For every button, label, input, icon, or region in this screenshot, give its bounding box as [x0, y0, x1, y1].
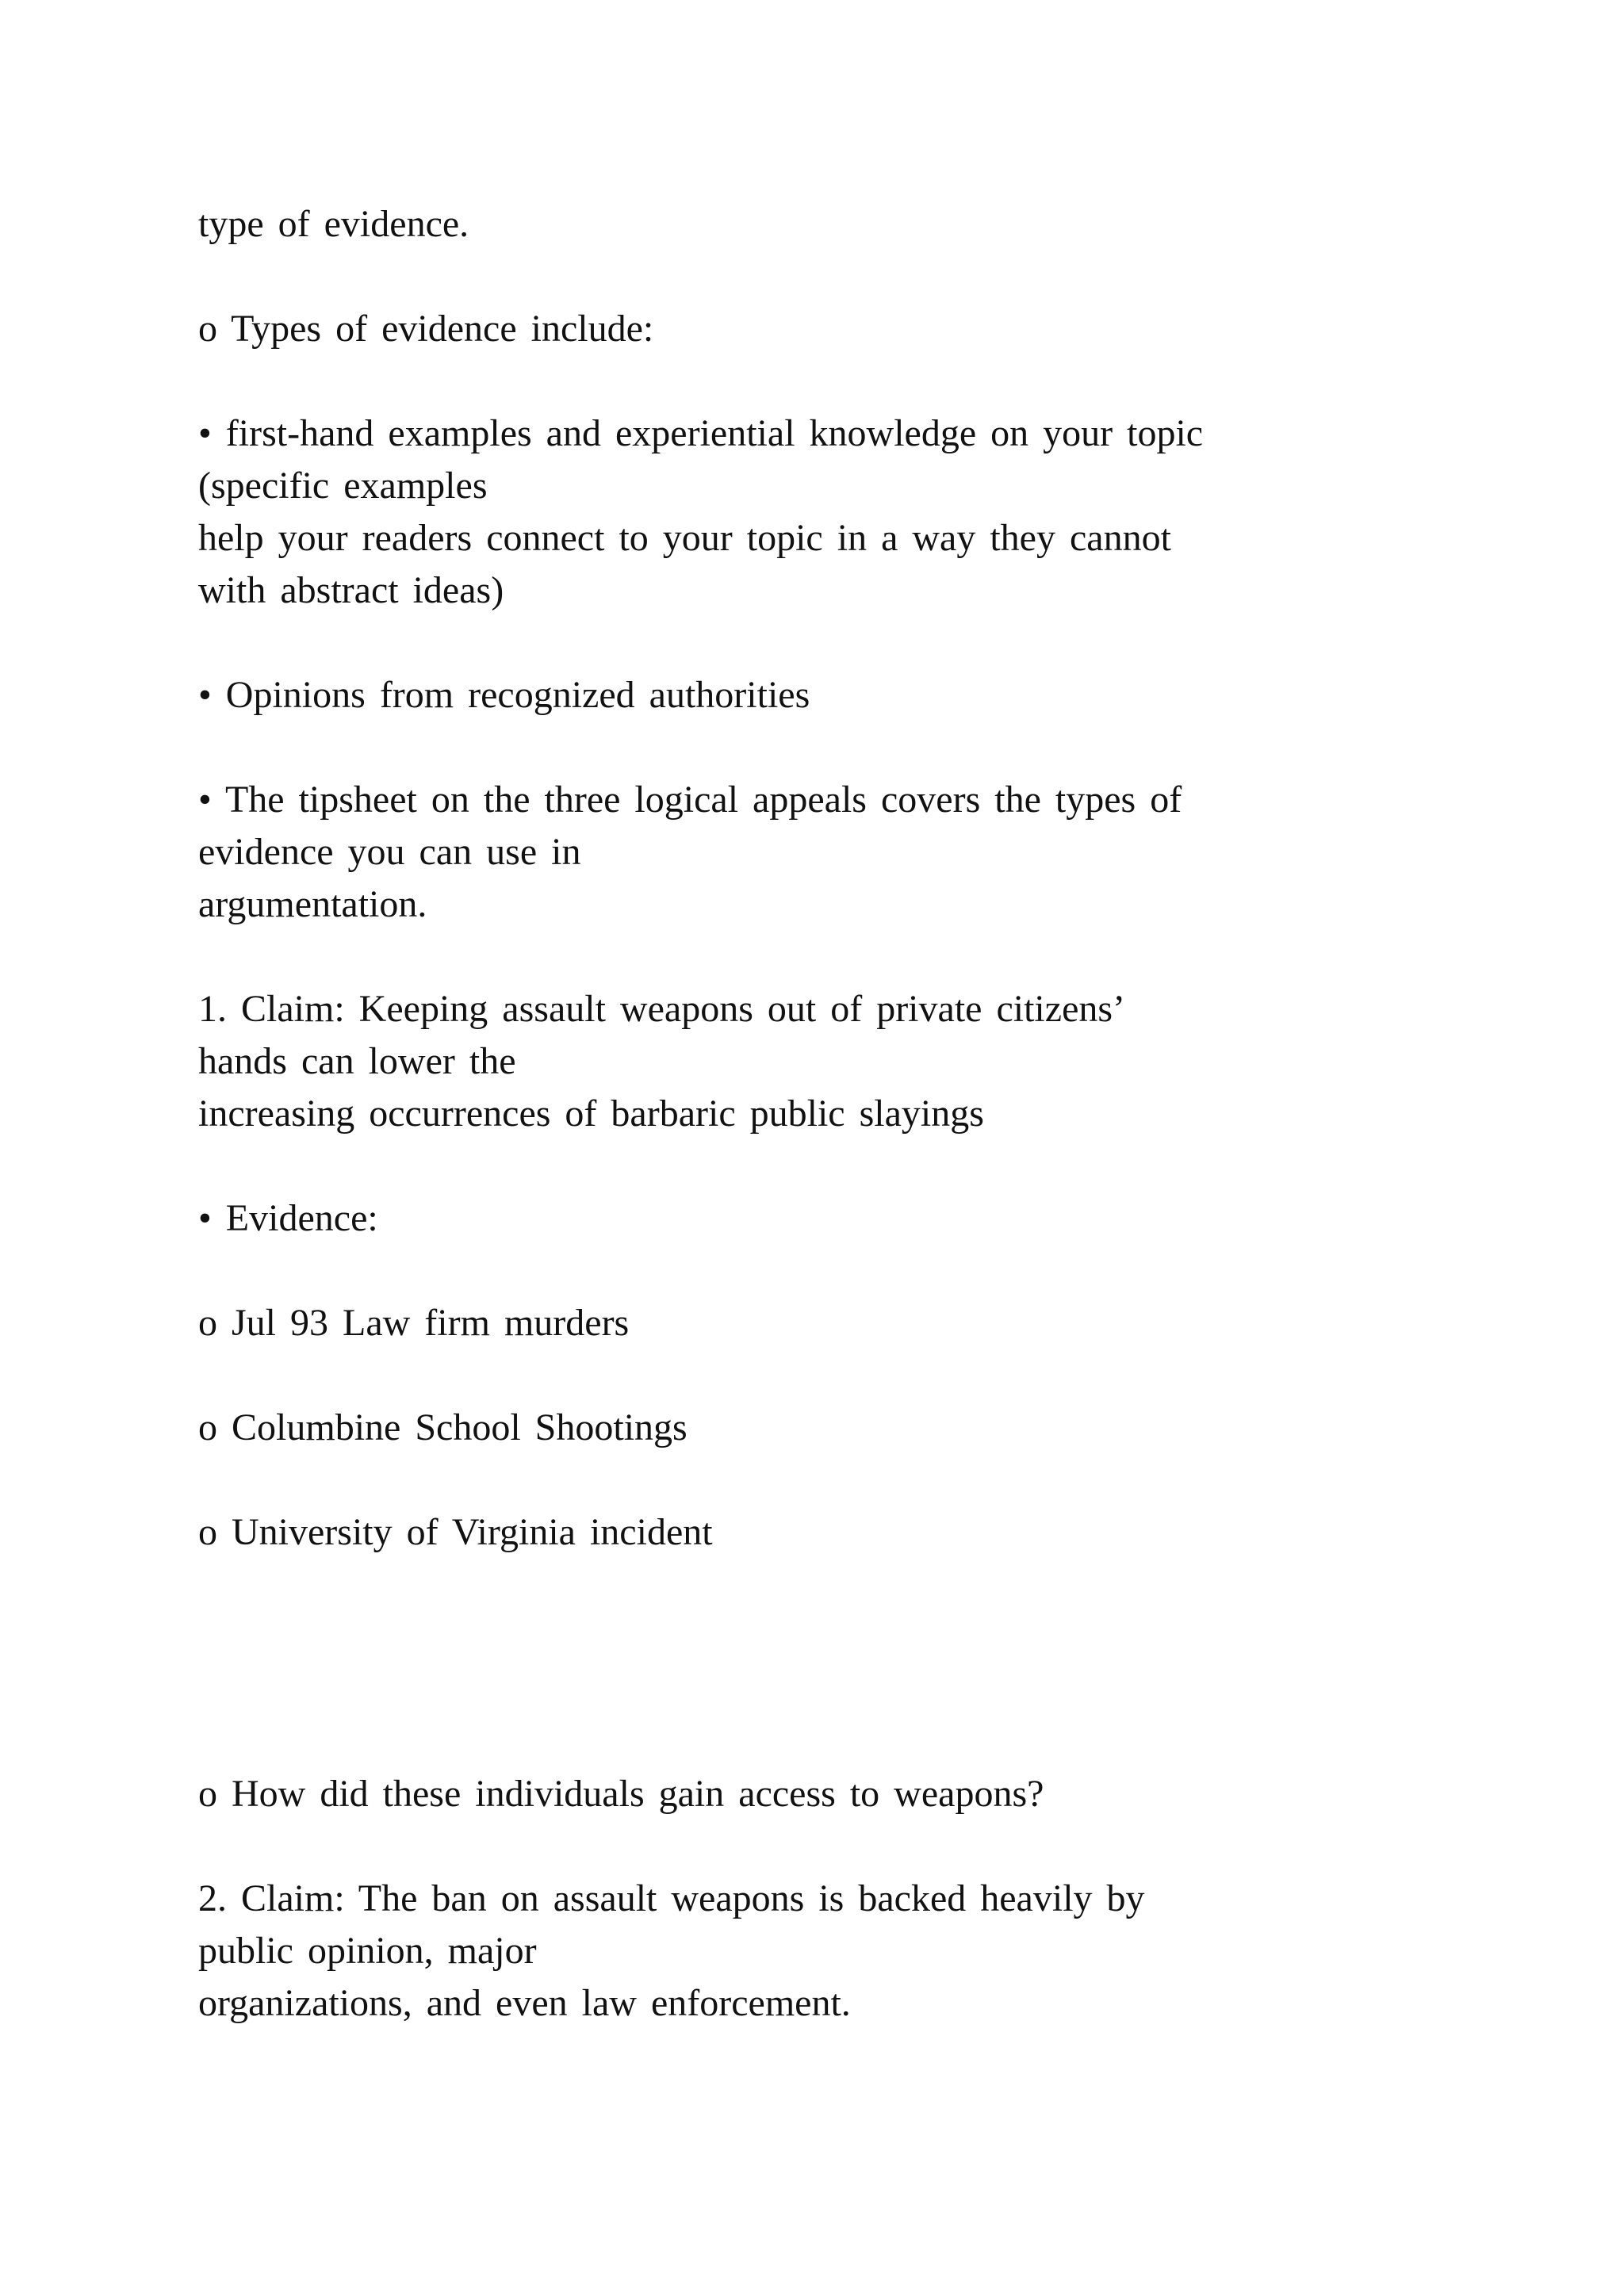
text-line: evidence you can use in	[198, 831, 581, 873]
claim-line: 2. Claim: The ban on assault weapons is backed heavily by	[198, 1877, 1145, 1919]
list-item-line: • The tipsheet on the three logical appeals covers the types of	[198, 779, 1182, 821]
text-line: argumentation.	[198, 883, 427, 925]
list-item-line: o University of Virginia incident	[198, 1511, 713, 1553]
list-item-line: • first-hand examples and experiential knowledge on your topic	[198, 412, 1204, 454]
text-line: hands can lower the	[198, 1040, 516, 1082]
text-line: organizations, and even law enforcement.	[198, 1982, 851, 2024]
text-line: (specific examples	[198, 465, 488, 507]
list-item-line: • Opinions from recognized authorities	[198, 674, 810, 716]
text-line: public opinion, major	[198, 1930, 537, 1972]
text-line: o Types of evidence include:	[198, 308, 654, 350]
list-item-line: o Jul 93 Law firm murders	[198, 1302, 630, 1344]
list-item-line: • Evidence:	[198, 1197, 378, 1239]
list-item-line: o How did these individuals gain access to weapons?	[198, 1773, 1044, 1815]
text-line: help your readers connect to your topic in a way they cannot	[198, 517, 1171, 559]
text-line: with abstract ideas)	[198, 569, 504, 611]
text-line: type of evidence.	[198, 203, 469, 245]
text-line: increasing occurrences of barbaric public slayings	[198, 1093, 984, 1135]
claim-line: 1. Claim: Keeping assault weapons out of private citizens’	[198, 988, 1126, 1030]
list-item-line: o Columbine School Shootings	[198, 1406, 688, 1448]
